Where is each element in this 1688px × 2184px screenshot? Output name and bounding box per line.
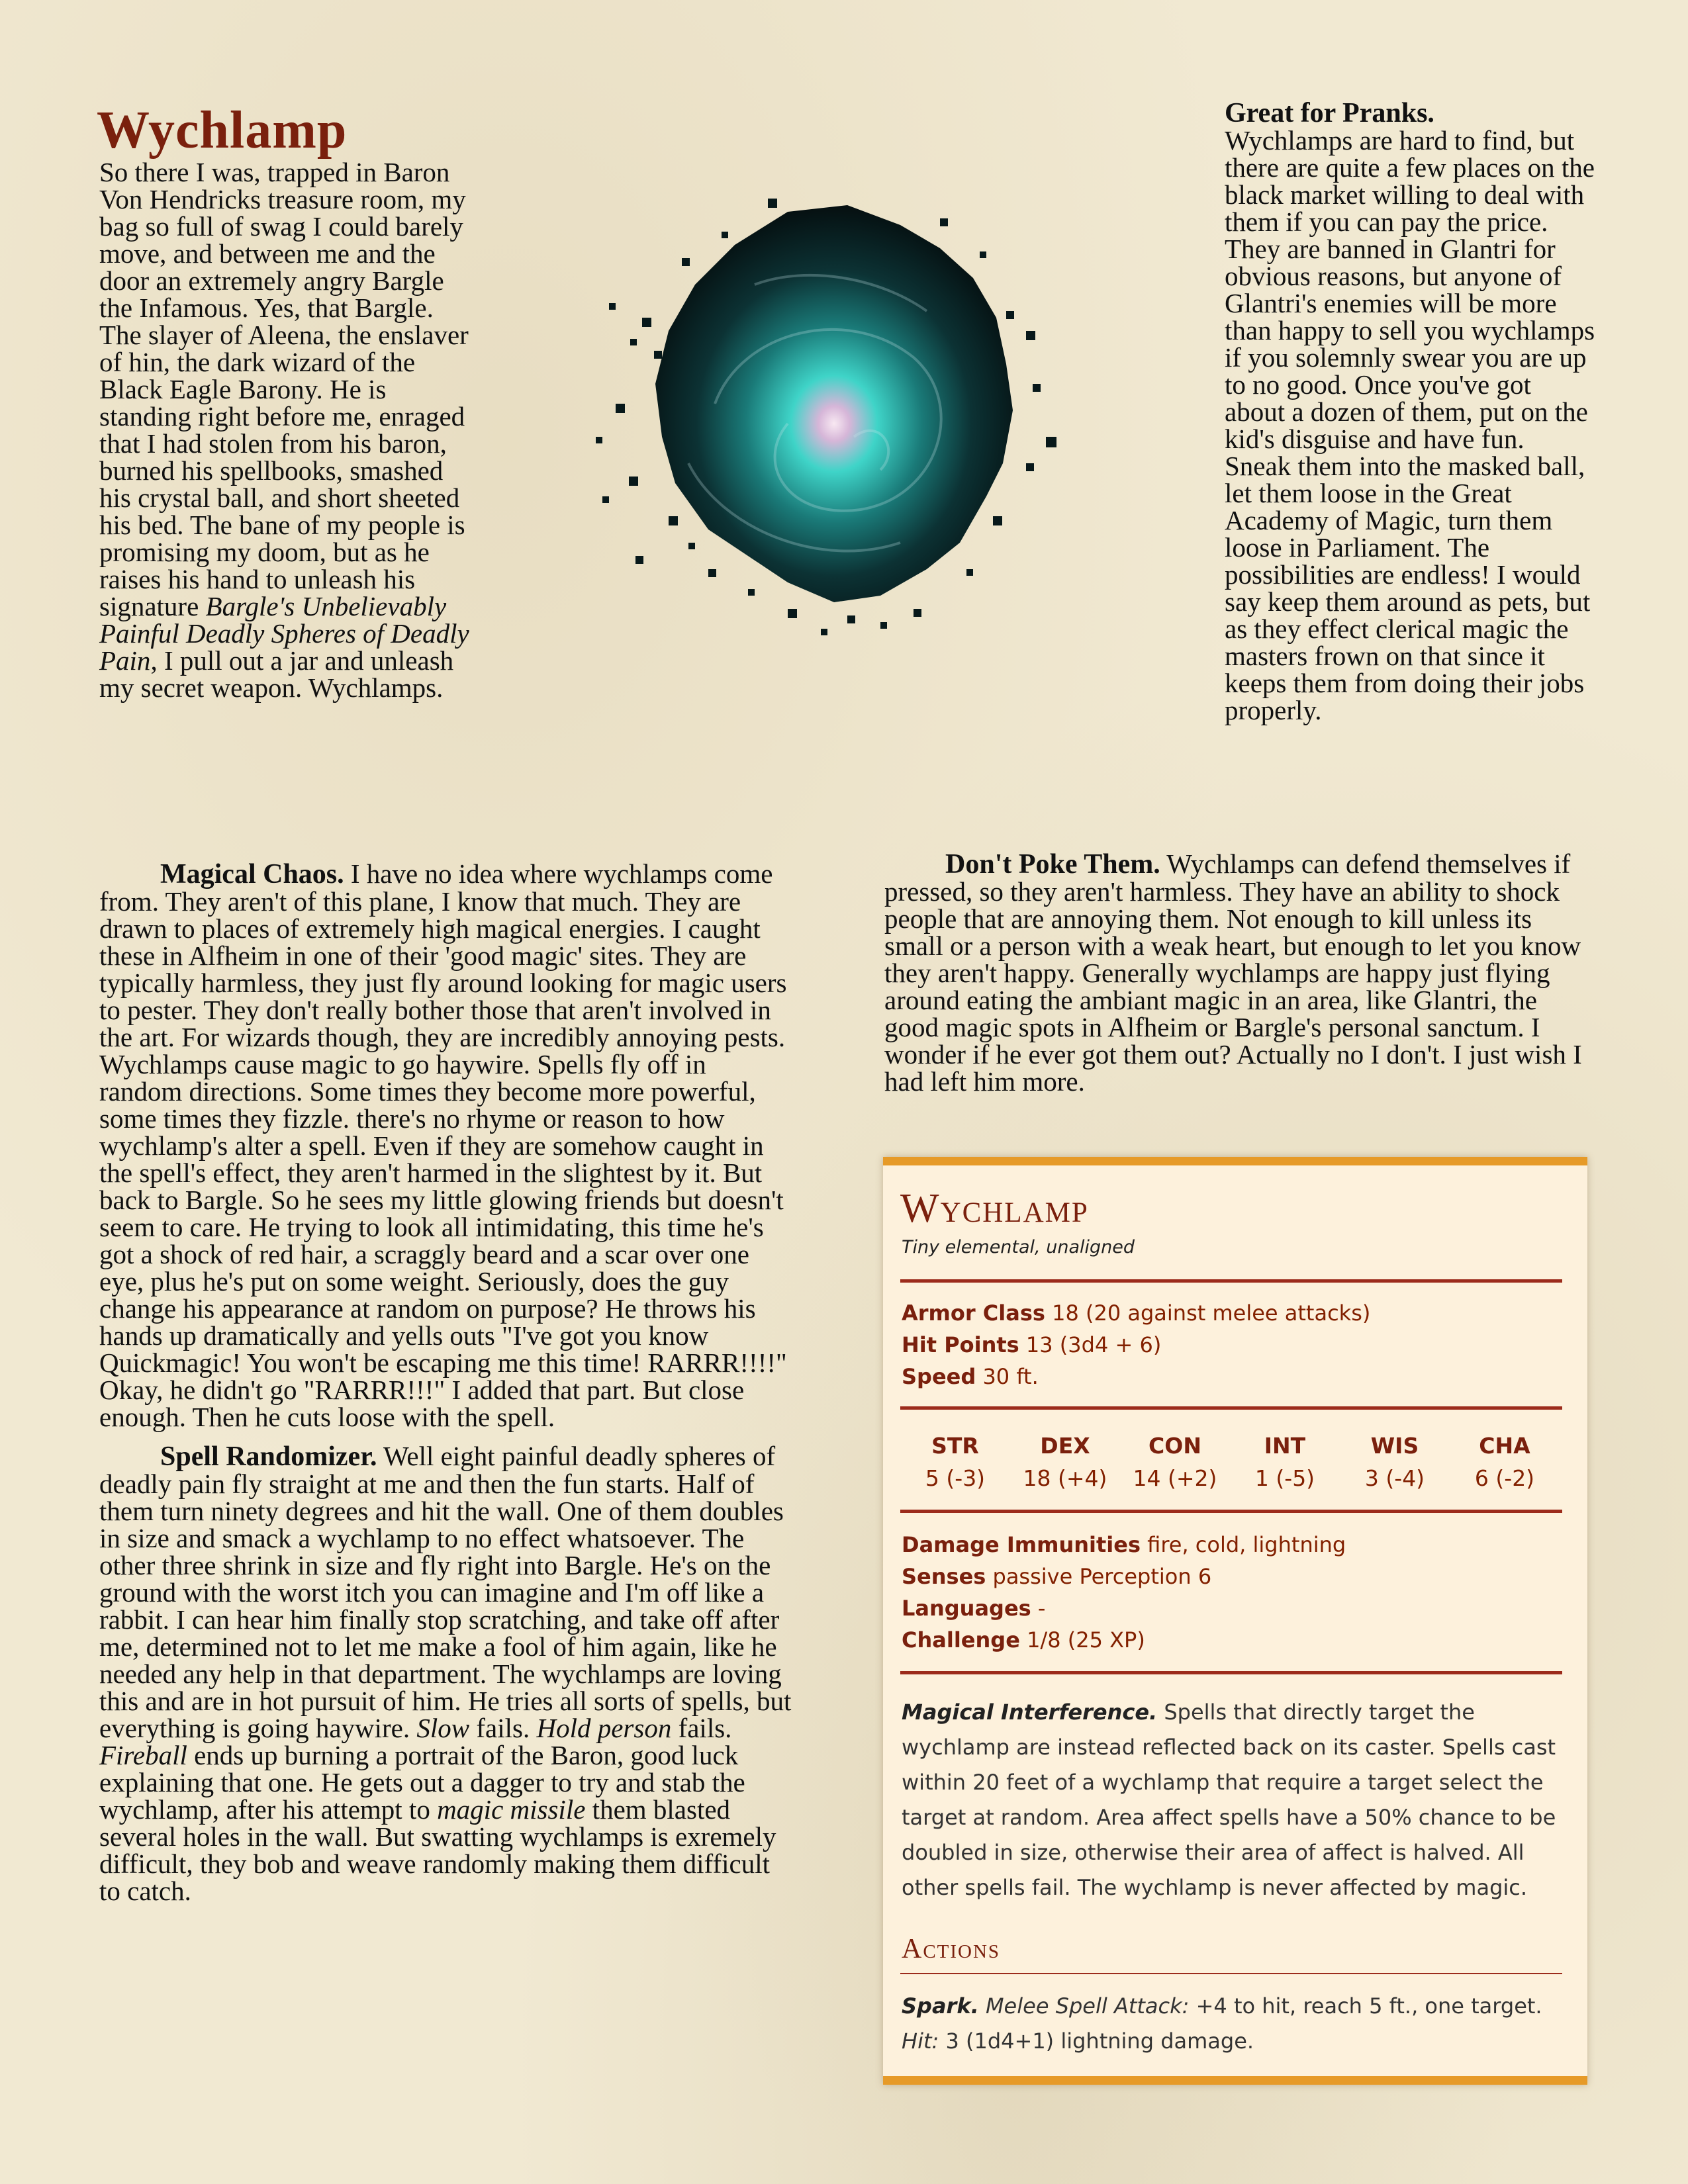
intro-text-a: So there I was, trapped in Baron Von Hendricks treasure room, my bag so full of swag I could barely move, and between me and the door an extremely angry Bargle the Infamous. Yes, that Bargle. The slayer of Aleena, the enslaver of hin, the dark wizard of the Black Eagle Barony. He is standing right before me, enraged that I had stolen from his baron, burned his spellbooks, smashed his crystal ball, and short sheeted his bed. The bane of my people is promising my doom, but as he raises his hand to unleash his signature bbox=[99, 157, 469, 621]
actions-divider bbox=[900, 1973, 1562, 1974]
action-hit-text: 3 (1d4+1) lightning damage. bbox=[939, 2028, 1254, 2054]
languages bbox=[902, 1596, 1045, 1621]
hit-points bbox=[902, 1332, 1161, 1357]
dont-poke-heading: Don't Poke Them. bbox=[945, 849, 1160, 880]
action-spark bbox=[902, 1989, 1564, 2059]
action-hit-label: Hit: bbox=[902, 2028, 939, 2054]
ability-dex: DEX 18 (+4) bbox=[1023, 1433, 1107, 1491]
spell-randomizer-text-5: them blasted several holes in the wall. But swatting wychlamps is exremely difficult, they bob and weave randomly making them difficult to catch. bbox=[99, 1794, 776, 1906]
ability-cha: CHA 6 (-2) bbox=[1474, 1433, 1535, 1491]
divider bbox=[900, 1510, 1562, 1513]
ability-scores bbox=[900, 1433, 1562, 1491]
challenge bbox=[902, 1627, 1145, 1653]
left-body-column bbox=[99, 860, 794, 1905]
intro-spell-name: Bargle's Unbelievably Painful Deadly Spheres of Deadly Pain bbox=[99, 591, 469, 676]
armor-class-label: Armor Class bbox=[902, 1300, 1045, 1326]
challenge-label: Challenge bbox=[902, 1627, 1020, 1653]
trait-text: Spells that directly target the wychlamp are instead reflected back on its caster. Spells cast within 20 feet of a wychlamp that require a target select the target at random. Area affect spells have a 50% chance to be doubled in size, otherwise their area of affect is halved. All other spells fail. The wychlamp is never affected by magic. bbox=[902, 1700, 1556, 1900]
orb-body bbox=[655, 205, 1013, 602]
languages-label: Languages bbox=[902, 1596, 1031, 1621]
dont-poke-text: Wychlamps can defend themselves if pressed, so they aren't harmless. They have an ability to shock people that are annoying them. Not enough to kill unless its small or a person with a weak heart, but enough to let you know they aren't happy. Generally wychlamps are happy just flying around eating the ambiant magic in an area, like Glantri, the good magic spots in Alfheim or Bargle's personal sanctum. I wonder if he ever got them out? Actually no I don't. I just wish I had left him more. bbox=[884, 848, 1582, 1097]
spell-randomizer-heading: Spell Randomizer. bbox=[160, 1441, 377, 1472]
challenge-value: 1/8 (25 XP) bbox=[1027, 1627, 1145, 1653]
senses bbox=[902, 1564, 1211, 1589]
spell-fireball: Fireball bbox=[99, 1740, 187, 1770]
spell-randomizer-text-3: fails. bbox=[671, 1713, 732, 1743]
magical-chaos-heading: Magical Chaos. bbox=[160, 859, 344, 889]
spell-randomizer-paragraph bbox=[99, 1443, 794, 1905]
action-text: +4 to hit, reach 5 ft., one target. bbox=[1189, 1993, 1542, 2019]
spell-randomizer-text-1: Well eight painful deadly spheres of deadly pain fly straight at me and then the fun starts. Half of them turn ninety degrees and hit the wall. One of them doubles in size and smack a wychlamp to no effect whatsoever. The other three shrink in size and fly right into Bargle. He's on the ground with the worst itch you can imagine and I'm off like a rabbit. I can hear him finally stop scratching, and take off after me, determined not to let me make a fool of him again, like he needed any help in that department. The wychlamps are loving this and are in hot pursuit of him. He tries all sorts of spells, but everything is going haywire. bbox=[99, 1441, 792, 1743]
damage-immunities-value: fire, cold, lightning bbox=[1147, 1532, 1346, 1557]
dont-poke-paragraph bbox=[884, 850, 1586, 1095]
languages-value: - bbox=[1037, 1596, 1046, 1621]
page-title: Wychlamp bbox=[97, 101, 348, 159]
trait-name: Magical Interference. bbox=[902, 1700, 1158, 1725]
great-for-pranks-text: Wychlamps are hard to find, but there are quite a few places on the black market willing to deal with them if you can pay the price. They are banned in Glantri for obvious reasons, but anyone of Glantri's enemies will be more than happy to sell you wychlamps if you solemnly swear you are up to no good. Once you've got about a dozen of them, put on the kid's disguise and have fun. Sneak them into the masked ball, let them loose in the Great Academy of Magic, turn them loose in Parliament. The possibilities are endless! I would say keep them around as pets, but as they effect clerical magic the masters frown on that since it keeps them from doing their jobs properly. bbox=[1225, 125, 1595, 725]
stat-block-name: Wychlamp bbox=[900, 1186, 1089, 1231]
ability-int: INT 1 (-5) bbox=[1254, 1433, 1315, 1491]
intro-text-b: , I pull out a jar and unleash my secret weapon. Wychlamps. bbox=[99, 645, 454, 703]
wychlamp-illustration bbox=[569, 185, 1132, 715]
spell-slow: Slow bbox=[416, 1713, 470, 1743]
ability-wis: WIS 3 (-4) bbox=[1364, 1433, 1425, 1491]
actions-heading: Actions bbox=[902, 1934, 1001, 1964]
spell-magic-missile: magic missile bbox=[437, 1794, 586, 1825]
speed-value: 30 ft. bbox=[982, 1364, 1039, 1389]
divider bbox=[900, 1279, 1562, 1283]
magical-chaos-text: I have no idea where wychlamps come from. They aren't of this plane, I know that much. They are drawn to places of extremely high magical energies. I caught these in Alfheim in one of their 'good magic' sites. They are typically harmless, they just fly around looking for magic users to pester. They don't really bother those that aren't involved in the art. For wizards though, they are incredibly annoying pests. Wychlamps cause magic to go haywire. Spells fly off in random directions. Some times they become more powerful, some times they fizzle. there's no rhyme or reason to how wychlamp's alter a spell. Even if they are somehow caught in the spell's effect, they aren't harmed in the slightest by it. But back to Bargle. So he sees my little glowing friends but doesn't seem to care. He trying to look all intimidating, this time he's got a shock of red hair, a scraggly beard and a scar over one eye, plus he's put on some weight. Seriously, does the guy change his appearance at random on purpose? He throws his hands up dramatically and yells outs "I've got you know Quickmagic! You won't be escaping me this time! RARRR!!!!" Okay, he didn't go "RARRR!!!" I added that part. But close enough. Then he cuts loose with the spell. bbox=[99, 858, 787, 1432]
speed bbox=[902, 1364, 1039, 1389]
action-type: Melee Spell Attack: bbox=[985, 1993, 1190, 2019]
senses-value: passive Perception 6 bbox=[992, 1564, 1212, 1589]
great-for-pranks-heading: Great for Pranks. bbox=[1225, 98, 1434, 128]
divider bbox=[900, 1671, 1562, 1674]
speed-label: Speed bbox=[902, 1364, 976, 1389]
senses-label: Senses bbox=[902, 1564, 986, 1589]
spell-randomizer-text-4: ends up burning a portrait of the Baron, good luck explaining that one. He gets out a dagger to try and stab the wychlamp, after his attempt to bbox=[99, 1740, 745, 1825]
stat-block-subtitle: Tiny elemental, unaligned bbox=[902, 1237, 1135, 1257]
stat-block bbox=[883, 1157, 1587, 2085]
trait-magical-interference bbox=[902, 1695, 1564, 1905]
magical-chaos-paragraph bbox=[99, 860, 794, 1431]
action-name: Spark. bbox=[902, 1993, 979, 2019]
damage-immunities bbox=[902, 1532, 1346, 1557]
intro-paragraph bbox=[99, 159, 470, 702]
dont-poke-section bbox=[884, 850, 1586, 1095]
wychlamp-orb-image bbox=[569, 185, 1132, 715]
armor-class bbox=[902, 1300, 1370, 1326]
hit-points-value: 13 (3d4 + 6) bbox=[1025, 1332, 1162, 1357]
armor-class-value: 18 (20 against melee attacks) bbox=[1052, 1300, 1371, 1326]
spell-hold-person: Hold person bbox=[536, 1713, 672, 1743]
damage-immunities-label: Damage Immunities bbox=[902, 1532, 1141, 1557]
spell-randomizer-text-2: fails. bbox=[469, 1713, 537, 1743]
hit-points-label: Hit Points bbox=[902, 1332, 1019, 1357]
divider bbox=[900, 1406, 1562, 1410]
great-for-pranks-section bbox=[1225, 99, 1595, 724]
ability-str: STR 5 (-3) bbox=[925, 1433, 986, 1491]
ability-con: CON 14 (+2) bbox=[1133, 1433, 1217, 1491]
